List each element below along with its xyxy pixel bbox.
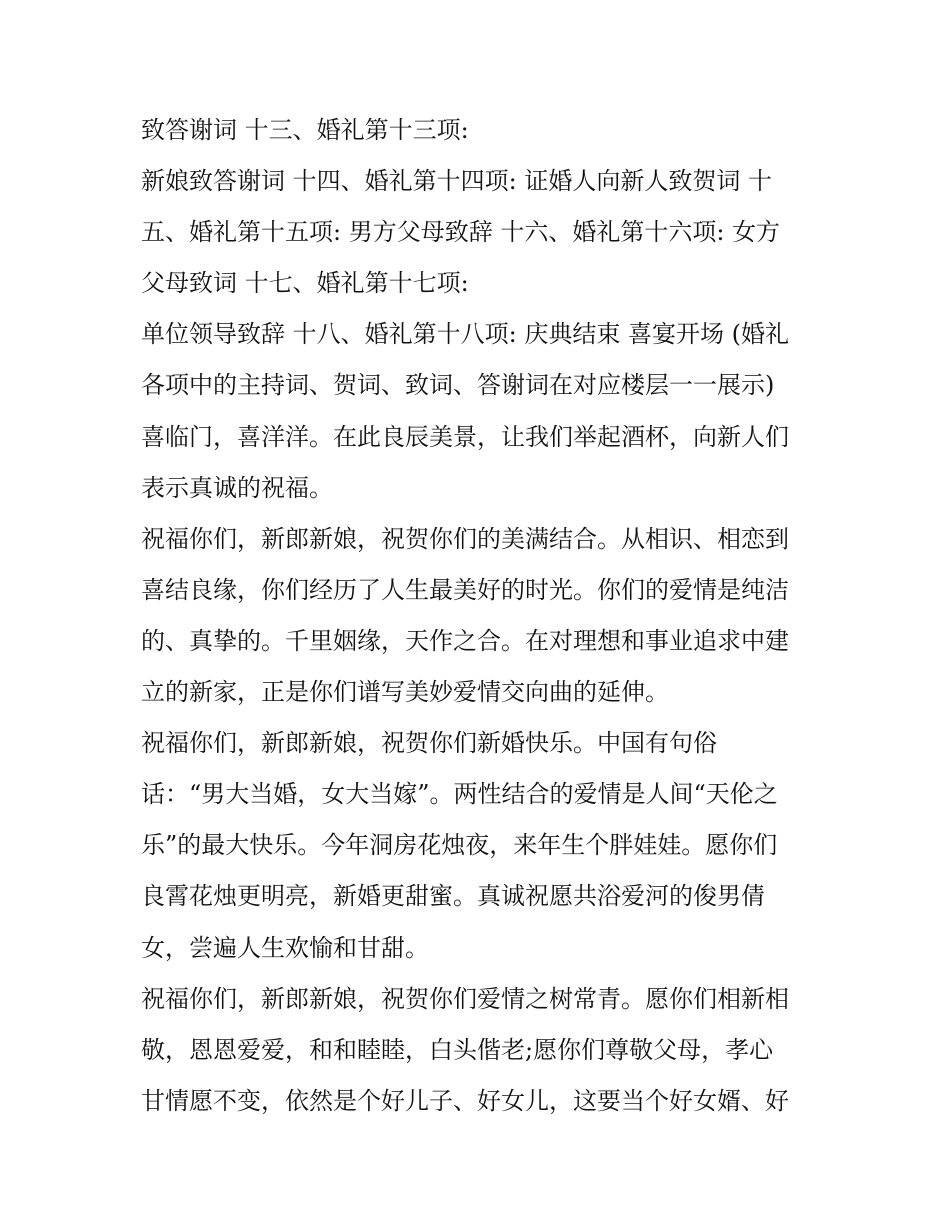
text-line: 各项中的主持词、贺词、致词、答谢词在对应楼层一一展示) [141,371,775,400]
text-line: 祝福你们，新郎新娘，祝贺你们爱情之树常青。愿你们相新相 [141,984,789,1013]
text-line: 致答谢词 十三、婚礼第十三项: [141,116,469,144]
text-line: 祝福你们，新郎新娘，祝贺你们的美满结合。从相识、相恋到 [141,524,789,553]
text-line: 的、真挚的。千里姻缘，天作之合。在对理想和事业追求中建 [141,626,789,655]
text-line: 表示真诚的祝福。 [141,473,333,502]
text-line: 立的新家，正是你们谱写美妙爱情交向曲的延伸。 [141,678,669,707]
text-line: 单位领导致辞 十八、婚礼第十八项: 庆典结束 喜宴开场 (婚礼 [141,320,789,349]
text-line: 新娘致答谢词 十四、婚礼第十四项: 证婚人向新人致贺词 十 [141,167,772,196]
text-line: 五、婚礼第十五项: 男方父母致辞 十六、婚礼第十六项: 女方 [141,218,781,247]
text-line: 父母致词 十七、婚礼第十七项: [141,269,469,298]
text-line: 良霄花烛更明亮，新婚更甜蜜。真诚祝愿共浴爱河的俊男倩 [141,882,765,911]
text-line: 甘情愿不变，依然是个好儿子、好女儿，这要当个好女婿、好 [141,1086,789,1115]
text-line: 祝福你们，新郎新娘，祝贺你们新婚快乐。中国有句俗 [141,729,717,758]
text-line: 敬，恩恩爱爱，和和睦睦，白头偕老;愿你们尊敬父母，孝心 [141,1035,774,1064]
text-line: 喜结良缘，你们经历了人生最美好的时光。你们的爱情是纯洁 [141,575,789,604]
text-line: 女，尝遍人生欢愉和甘甜。 [141,933,429,962]
document-body [141,110,821,1132]
text-line: 话：“男大当婚，女大当嫁”。两性结合的爱情是人间“天伦之 [141,780,778,809]
text-line: 喜临门，喜洋洋。在此良辰美景，让我们举起酒杯，向新人们 [141,422,789,451]
text-line: 乐”的最大快乐。今年洞房花烛夜，来年生个胖娃娃。愿你们 [141,831,778,860]
